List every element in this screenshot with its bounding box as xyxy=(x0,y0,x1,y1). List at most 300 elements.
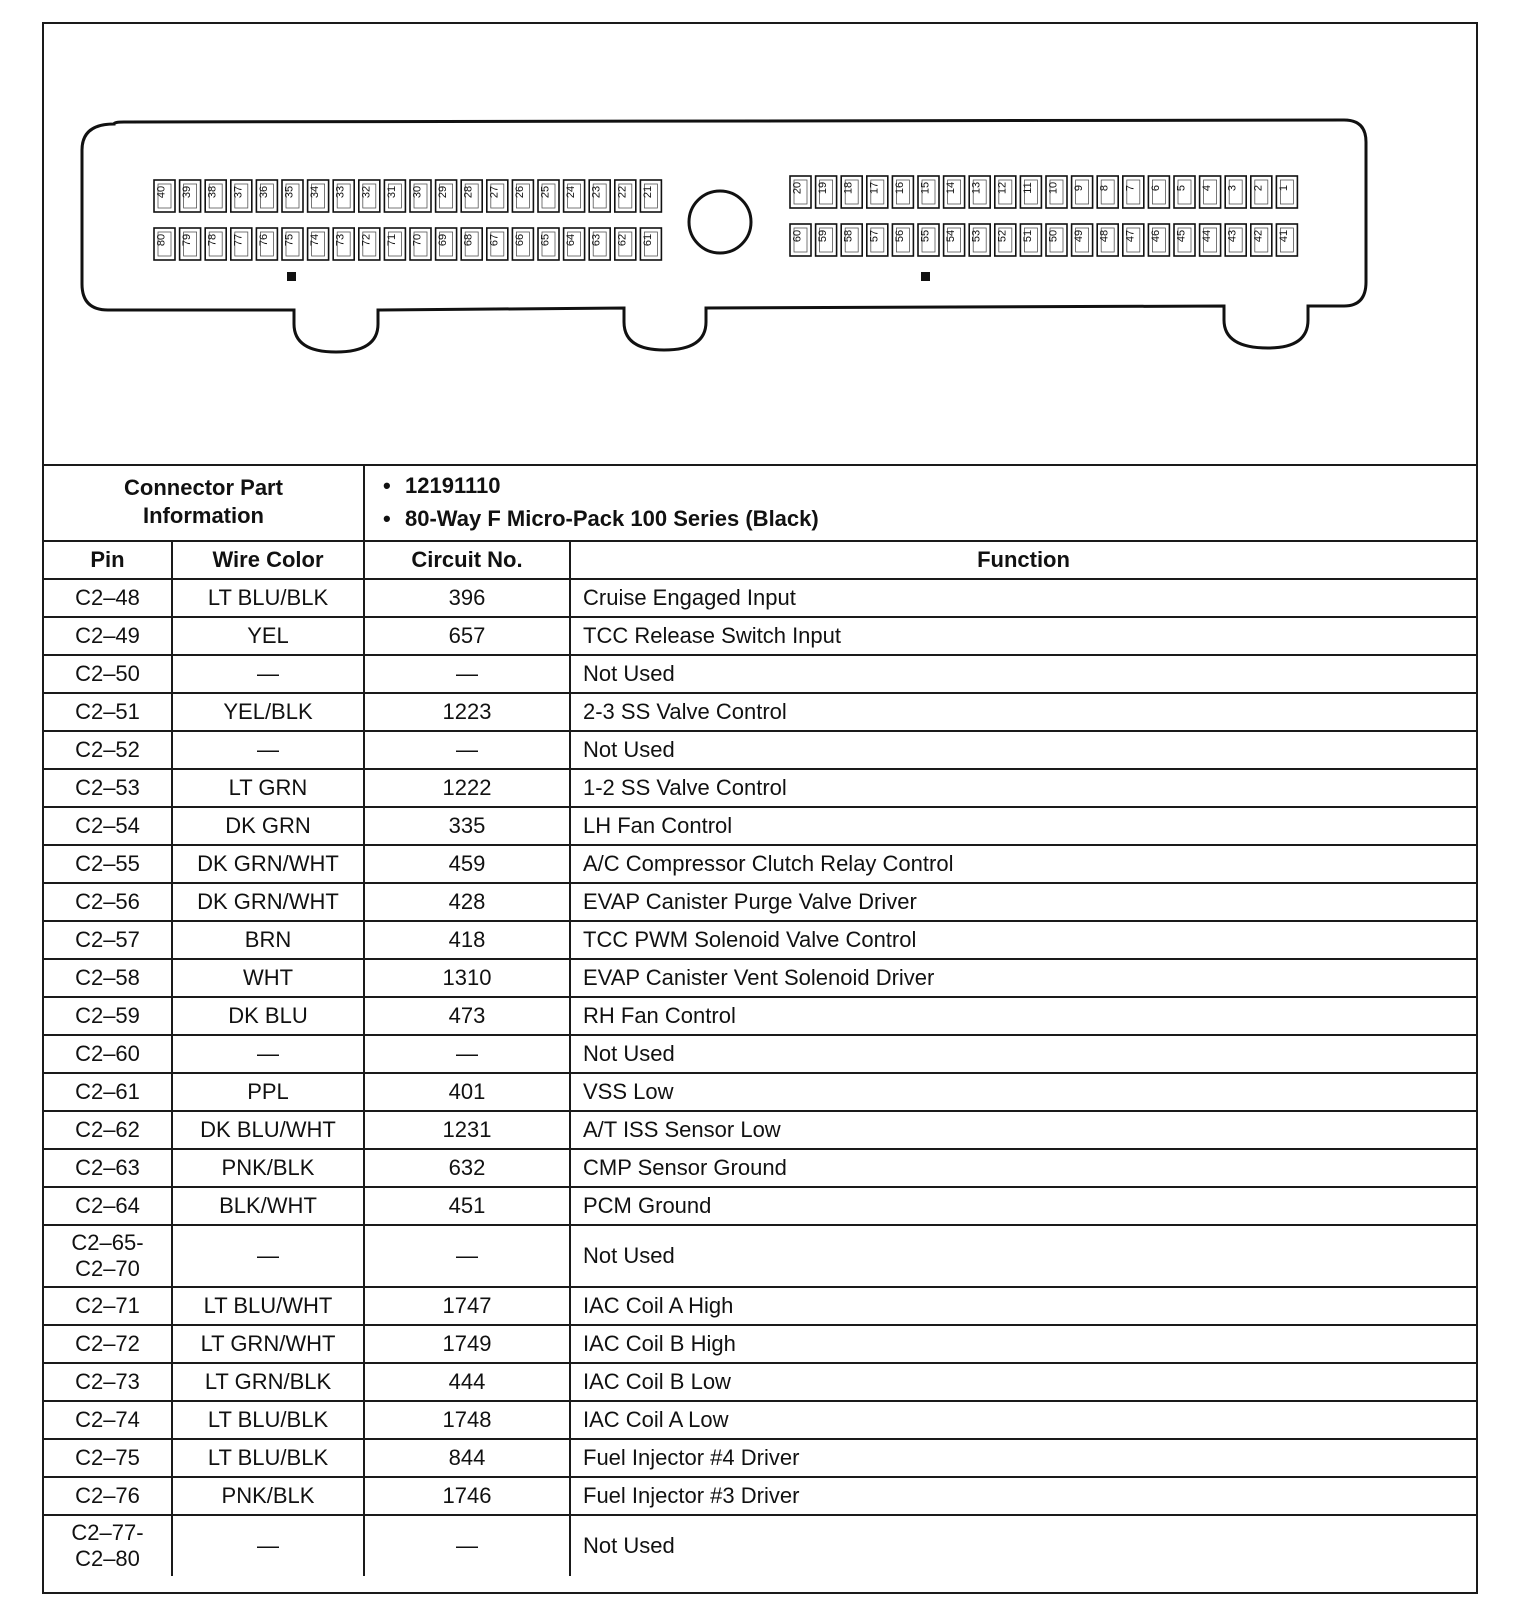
pin-number-label: 41 xyxy=(1277,229,1290,243)
pin-cavity xyxy=(436,180,457,212)
column-header-circuit: Circuit No. xyxy=(364,541,570,579)
pin-number-label: 19 xyxy=(817,181,830,195)
table-row xyxy=(44,959,1476,997)
pin-cavity xyxy=(1072,176,1093,208)
pin-number-label: 30 xyxy=(411,185,424,199)
function-cell: 1-2 SS Valve Control xyxy=(570,769,1476,807)
pin-cavity xyxy=(1174,224,1195,256)
table-row xyxy=(44,1073,1476,1111)
pin-cavity xyxy=(180,180,201,212)
function-cell: Not Used xyxy=(570,1225,1476,1287)
table-row xyxy=(44,655,1476,693)
function-cell: TCC PWM Solenoid Valve Control xyxy=(570,921,1476,959)
pin-cavity xyxy=(1020,224,1041,256)
pin-cavity xyxy=(538,180,559,212)
wire-color-cell: PPL xyxy=(172,1073,364,1111)
pin-number-label: 50 xyxy=(1047,229,1060,243)
wire-color-cell: LT GRN/WHT xyxy=(172,1325,364,1363)
pin-number-label: 44 xyxy=(1201,229,1214,243)
wire-color-cell: LT GRN xyxy=(172,769,364,807)
pin-cavity xyxy=(282,180,303,212)
table-row xyxy=(44,1225,1476,1287)
wire-color-cell: DK GRN/WHT xyxy=(172,845,364,883)
pin-number-label: 61 xyxy=(641,233,654,247)
column-header-function: Function xyxy=(570,541,1476,579)
pin-number-label: 43 xyxy=(1226,229,1239,243)
pin-cavity xyxy=(512,180,533,212)
wire-color-cell: — xyxy=(172,731,364,769)
wire-color-cell: YEL xyxy=(172,617,364,655)
pin-cavity xyxy=(1148,176,1169,208)
pin-cell: C2–57 xyxy=(44,921,172,959)
pin-number-label: 75 xyxy=(283,233,296,247)
wire-color-cell: — xyxy=(172,1225,364,1287)
pin-number-label: 10 xyxy=(1047,181,1060,195)
table-row xyxy=(44,1287,1476,1325)
pin-cell: C2–56 xyxy=(44,883,172,921)
pin-cavity xyxy=(154,228,175,260)
function-cell: VSS Low xyxy=(570,1073,1476,1111)
table-row xyxy=(44,693,1476,731)
connector-sheet xyxy=(42,22,1478,1594)
pin-cavity xyxy=(892,176,913,208)
pin-number-label: 28 xyxy=(462,185,475,199)
pin-number-label: 21 xyxy=(641,185,654,199)
table-row xyxy=(44,1035,1476,1073)
pin-number-label: 58 xyxy=(842,229,855,243)
wire-color-cell: YEL/BLK xyxy=(172,693,364,731)
pin-number-label: 3 xyxy=(1226,184,1239,192)
pin-number-label: 2 xyxy=(1252,184,1265,192)
pin-number-label: 7 xyxy=(1124,184,1137,192)
pin-number-label: 53 xyxy=(970,229,983,243)
wire-color-cell: DK BLU/WHT xyxy=(172,1111,364,1149)
pin-cell: C2–55 xyxy=(44,845,172,883)
pin-number-label: 72 xyxy=(360,233,373,247)
pin-cavity xyxy=(615,180,636,212)
bullet-icon: • xyxy=(383,473,391,498)
circuit-cell: 1746 xyxy=(364,1477,570,1515)
pin-number-label: 64 xyxy=(565,233,578,247)
circuit-cell: 444 xyxy=(364,1363,570,1401)
pin-cavity xyxy=(816,224,837,256)
table-row xyxy=(44,1187,1476,1225)
column-header-pin: Pin xyxy=(44,541,172,579)
pin-cavity xyxy=(1046,224,1067,256)
function-cell: IAC Coil B Low xyxy=(570,1363,1476,1401)
connector-diagram xyxy=(44,24,1476,466)
function-cell: Not Used xyxy=(570,1035,1476,1073)
pin-number-label: 31 xyxy=(385,185,398,199)
pin-cell: C2–51 xyxy=(44,693,172,731)
pin-cavity xyxy=(969,176,990,208)
pin-number-label: 16 xyxy=(893,181,906,195)
pin-number-label: 12 xyxy=(996,181,1009,195)
table-row xyxy=(44,1515,1476,1576)
pin-number-label: 42 xyxy=(1252,229,1265,243)
circuit-cell: 1749 xyxy=(364,1325,570,1363)
pin-number-label: 13 xyxy=(970,181,983,195)
circuit-cell: 1231 xyxy=(364,1111,570,1149)
pin-cavity xyxy=(841,224,862,256)
pin-number-label: 67 xyxy=(488,233,501,247)
pin-cell: C2–59 xyxy=(44,997,172,1035)
pin-row-marker-left xyxy=(287,272,296,281)
function-cell: Not Used xyxy=(570,1515,1476,1576)
pin-number-label: 35 xyxy=(283,185,296,199)
wire-color-cell: BRN xyxy=(172,921,364,959)
pin-cavity xyxy=(1072,224,1093,256)
pin-cavity xyxy=(867,176,888,208)
pin-cavity xyxy=(564,180,585,212)
table-row xyxy=(44,579,1476,617)
function-cell: LH Fan Control xyxy=(570,807,1476,845)
pin-number-label: 24 xyxy=(565,185,578,199)
pin-number-label: 79 xyxy=(181,233,194,247)
wire-color-cell: WHT xyxy=(172,959,364,997)
table-row xyxy=(44,883,1476,921)
pin-cavity xyxy=(790,176,811,208)
wire-color-cell: — xyxy=(172,655,364,693)
pin-cavity xyxy=(410,180,431,212)
pin-cavity xyxy=(1097,224,1118,256)
pin-cavity xyxy=(918,224,939,256)
pin-cavity xyxy=(1020,176,1041,208)
pin-number-label: 54 xyxy=(945,229,958,243)
center-key-hole xyxy=(689,191,751,253)
pin-number-label: 29 xyxy=(437,185,450,199)
pin-number-label: 78 xyxy=(206,233,219,247)
circuit-cell: 1748 xyxy=(364,1401,570,1439)
pin-cell xyxy=(44,1225,172,1287)
pin-number-label: 80 xyxy=(155,233,168,247)
pin-cavity xyxy=(816,176,837,208)
pin-cell: C2–52 xyxy=(44,731,172,769)
pin-cavity xyxy=(205,180,226,212)
pin-number-label: 63 xyxy=(590,233,603,247)
pin-number-label: 51 xyxy=(1021,229,1034,243)
pin-number-label: 74 xyxy=(309,233,322,247)
pin-number-label: 69 xyxy=(437,233,450,247)
table-row xyxy=(44,1401,1476,1439)
pin-cell: C2–73 xyxy=(44,1363,172,1401)
pin-number-label: 59 xyxy=(817,229,830,243)
pin-cavity xyxy=(180,228,201,260)
circuit-cell: — xyxy=(364,1515,570,1576)
table-row xyxy=(44,1149,1476,1187)
connector-face-drawing xyxy=(44,24,1476,464)
pin-number-label: 37 xyxy=(232,185,245,199)
pin-cavity xyxy=(282,228,303,260)
pin-number-label: 36 xyxy=(257,185,270,199)
wire-color-cell: LT BLU/WHT xyxy=(172,1287,364,1325)
pin-number-label: 62 xyxy=(616,233,629,247)
pin-number-label: 9 xyxy=(1073,184,1086,192)
pin-number-label: 15 xyxy=(919,181,932,195)
pin-cell: C2–63 xyxy=(44,1149,172,1187)
pin-number-label: 77 xyxy=(232,233,245,247)
pin-cell: C2–76 xyxy=(44,1477,172,1515)
pin-cavity xyxy=(969,224,990,256)
circuit-cell: 335 xyxy=(364,807,570,845)
pin-cavity xyxy=(308,228,329,260)
wire-color-cell: DK GRN xyxy=(172,807,364,845)
function-cell: Fuel Injector #4 Driver xyxy=(570,1439,1476,1477)
pin-cavity xyxy=(256,228,277,260)
pin-cavity xyxy=(892,224,913,256)
circuit-cell: 1222 xyxy=(364,769,570,807)
pin-row-marker-right xyxy=(921,272,930,281)
pin-cavity xyxy=(944,176,965,208)
pin-cavity xyxy=(1200,176,1221,208)
pin-cell: C2–48 xyxy=(44,579,172,617)
pin-number-label: 66 xyxy=(513,233,526,247)
pin-cavity xyxy=(1123,224,1144,256)
pin-number-label: 65 xyxy=(539,233,552,247)
table-row xyxy=(44,1363,1476,1401)
pin-cell xyxy=(44,1515,172,1576)
pin-cavity xyxy=(1097,176,1118,208)
pin-cell: C2–50 xyxy=(44,655,172,693)
pin-cavity xyxy=(841,176,862,208)
pin-cell: C2–72 xyxy=(44,1325,172,1363)
table-row xyxy=(44,807,1476,845)
table-row xyxy=(44,1111,1476,1149)
pin-cavity xyxy=(1225,176,1246,208)
pin-number-label: 32 xyxy=(360,185,373,199)
function-cell: Not Used xyxy=(570,655,1476,693)
pin-cavity xyxy=(1200,224,1221,256)
pin-number-label: 25 xyxy=(539,185,552,199)
circuit-cell: 428 xyxy=(364,883,570,921)
function-cell: EVAP Canister Purge Valve Driver xyxy=(570,883,1476,921)
function-cell: A/T ISS Sensor Low xyxy=(570,1111,1476,1149)
pin-number-label: 73 xyxy=(334,233,347,247)
pin-number-label: 52 xyxy=(996,229,1009,243)
function-cell: Fuel Injector #3 Driver xyxy=(570,1477,1476,1515)
pin-number-label: 33 xyxy=(334,185,347,199)
pin-cavity xyxy=(564,228,585,260)
circuit-cell: 451 xyxy=(364,1187,570,1225)
pin-number-label: 38 xyxy=(206,185,219,199)
circuit-cell: — xyxy=(364,655,570,693)
pin-number-label: 56 xyxy=(893,229,906,243)
pin-number-label: 14 xyxy=(945,181,958,195)
pin-cavity xyxy=(384,228,405,260)
pin-cavity xyxy=(867,224,888,256)
pin-cell: C2–74 xyxy=(44,1401,172,1439)
pin-cavity xyxy=(1276,176,1297,208)
table-row xyxy=(44,997,1476,1035)
table-row xyxy=(44,1477,1476,1515)
part-number: 12191110 xyxy=(405,473,501,498)
pin-cavity xyxy=(487,228,508,260)
circuit-cell: 844 xyxy=(364,1439,570,1477)
pin-cavity xyxy=(1251,176,1272,208)
part-number-line xyxy=(383,469,1476,502)
function-cell: TCC Release Switch Input xyxy=(570,617,1476,655)
function-cell: RH Fan Control xyxy=(570,997,1476,1035)
pin-cavity xyxy=(790,224,811,256)
pin-cavity xyxy=(944,224,965,256)
pin-range-start: C2–65- xyxy=(71,1230,144,1255)
pin-cavity xyxy=(256,180,277,212)
pin-number-label: 34 xyxy=(309,185,322,199)
pin-cavity xyxy=(1174,176,1195,208)
pin-number-label: 60 xyxy=(791,229,804,243)
pin-cell: C2–75 xyxy=(44,1439,172,1477)
pin-number-label: 1 xyxy=(1277,184,1290,192)
connector-description: 80-Way F Micro-Pack 100 Series (Black) xyxy=(405,506,819,531)
pin-cavity xyxy=(436,228,457,260)
connector-info-values xyxy=(364,464,1476,541)
pin-cavity xyxy=(918,176,939,208)
pin-number-label: 11 xyxy=(1021,182,1034,194)
function-cell: IAC Coil A Low xyxy=(570,1401,1476,1439)
pin-number-label: 4 xyxy=(1201,184,1214,192)
circuit-cell: 1223 xyxy=(364,693,570,731)
pin-number-label: 18 xyxy=(842,181,855,195)
pin-number-label: 76 xyxy=(257,233,270,247)
pin-number-label: 46 xyxy=(1149,229,1162,243)
pin-number-label: 8 xyxy=(1098,184,1111,192)
pin-number-label: 49 xyxy=(1073,229,1086,243)
circuit-cell: — xyxy=(364,1225,570,1287)
pin-range-end: C2–80 xyxy=(75,1546,140,1571)
pin-number-label: 6 xyxy=(1149,184,1162,192)
wire-color-cell: — xyxy=(172,1035,364,1073)
wire-color-cell: LT BLU/BLK xyxy=(172,1401,364,1439)
function-cell: EVAP Canister Vent Solenoid Driver xyxy=(570,959,1476,997)
header-row xyxy=(44,541,1476,579)
pin-cavity xyxy=(461,228,482,260)
wire-color-cell: BLK/WHT xyxy=(172,1187,364,1225)
pin-number-label: 39 xyxy=(181,185,194,199)
function-cell: PCM Ground xyxy=(570,1187,1476,1225)
wire-color-cell: LT BLU/BLK xyxy=(172,579,364,617)
pin-number-label: 48 xyxy=(1098,229,1111,243)
pin-cavity xyxy=(205,228,226,260)
table-row xyxy=(44,731,1476,769)
table-row xyxy=(44,845,1476,883)
connector-info-label xyxy=(44,464,364,541)
pin-cavity xyxy=(640,180,661,212)
wire-color-cell: — xyxy=(172,1515,364,1576)
pin-cavity xyxy=(1276,224,1297,256)
pin-number-label: 26 xyxy=(513,185,526,199)
wire-color-cell: DK BLU xyxy=(172,997,364,1035)
pin-cavity xyxy=(359,180,380,212)
pin-cavity xyxy=(512,228,533,260)
pin-cavity xyxy=(359,228,380,260)
wire-color-cell: DK GRN/WHT xyxy=(172,883,364,921)
pin-cavity xyxy=(333,228,354,260)
bullet-icon: • xyxy=(383,506,391,531)
pin-cell: C2–62 xyxy=(44,1111,172,1149)
wire-color-cell: PNK/BLK xyxy=(172,1149,364,1187)
function-cell: IAC Coil A High xyxy=(570,1287,1476,1325)
pin-number-label: 5 xyxy=(1175,184,1188,192)
circuit-cell: — xyxy=(364,1035,570,1073)
pin-cavity xyxy=(1123,176,1144,208)
pin-cavity xyxy=(1251,224,1272,256)
function-cell: IAC Coil B High xyxy=(570,1325,1476,1363)
table-row xyxy=(44,617,1476,655)
pin-number-label: 47 xyxy=(1124,229,1137,243)
pin-cavity xyxy=(1046,176,1067,208)
pin-cavity xyxy=(487,180,508,212)
pin-range-start: C2–77- xyxy=(71,1520,144,1545)
connector-info-row xyxy=(44,464,1476,541)
pin-cavity xyxy=(333,180,354,212)
pin-cavity xyxy=(1148,224,1169,256)
pin-number-label: 45 xyxy=(1175,229,1188,243)
function-cell: Cruise Engaged Input xyxy=(570,579,1476,617)
pin-cavity xyxy=(231,228,252,260)
pin-cavity xyxy=(461,180,482,212)
description-line xyxy=(383,502,1476,535)
pin-cell: C2–54 xyxy=(44,807,172,845)
pin-number-label: 20 xyxy=(791,181,804,195)
pin-cavity xyxy=(995,224,1016,256)
pin-number-label: 17 xyxy=(868,181,881,195)
circuit-cell: 396 xyxy=(364,579,570,617)
pin-cavity xyxy=(410,228,431,260)
pin-cell: C2–71 xyxy=(44,1287,172,1325)
connector-info-label-text: Connector Part Information xyxy=(124,475,283,528)
circuit-cell: 401 xyxy=(364,1073,570,1111)
pin-number-label: 22 xyxy=(616,185,629,199)
pin-cell: C2–53 xyxy=(44,769,172,807)
circuit-cell: 418 xyxy=(364,921,570,959)
pin-cell: C2–49 xyxy=(44,617,172,655)
pin-table xyxy=(44,464,1476,1576)
pin-number-label: 27 xyxy=(488,185,501,199)
pin-number-label: 55 xyxy=(919,229,932,243)
table-row xyxy=(44,921,1476,959)
function-cell: CMP Sensor Ground xyxy=(570,1149,1476,1187)
pin-cavity xyxy=(615,228,636,260)
pin-cell: C2–58 xyxy=(44,959,172,997)
wire-color-cell: PNK/BLK xyxy=(172,1477,364,1515)
pin-number-label: 23 xyxy=(590,185,603,199)
pin-cavity xyxy=(154,180,175,212)
table-row xyxy=(44,1439,1476,1477)
function-cell: Not Used xyxy=(570,731,1476,769)
pin-number-label: 40 xyxy=(155,185,168,199)
pin-cell: C2–60 xyxy=(44,1035,172,1073)
circuit-cell: 1747 xyxy=(364,1287,570,1325)
pin-cavity xyxy=(231,180,252,212)
pin-cavity xyxy=(589,180,610,212)
pin-cell: C2–61 xyxy=(44,1073,172,1111)
function-cell: A/C Compressor Clutch Relay Control xyxy=(570,845,1476,883)
pin-number-label: 71 xyxy=(385,233,398,247)
table-row xyxy=(44,1325,1476,1363)
function-cell: 2-3 SS Valve Control xyxy=(570,693,1476,731)
pin-cavity xyxy=(589,228,610,260)
pin-cell: C2–64 xyxy=(44,1187,172,1225)
pin-cavity xyxy=(640,228,661,260)
pin-number-label: 57 xyxy=(868,229,881,243)
wire-color-cell: LT GRN/BLK xyxy=(172,1363,364,1401)
pin-cavity xyxy=(1225,224,1246,256)
pin-cavity xyxy=(995,176,1016,208)
pin-number-label: 68 xyxy=(462,233,475,247)
table-row xyxy=(44,769,1476,807)
pin-number-label: 70 xyxy=(411,233,424,247)
circuit-cell: — xyxy=(364,731,570,769)
